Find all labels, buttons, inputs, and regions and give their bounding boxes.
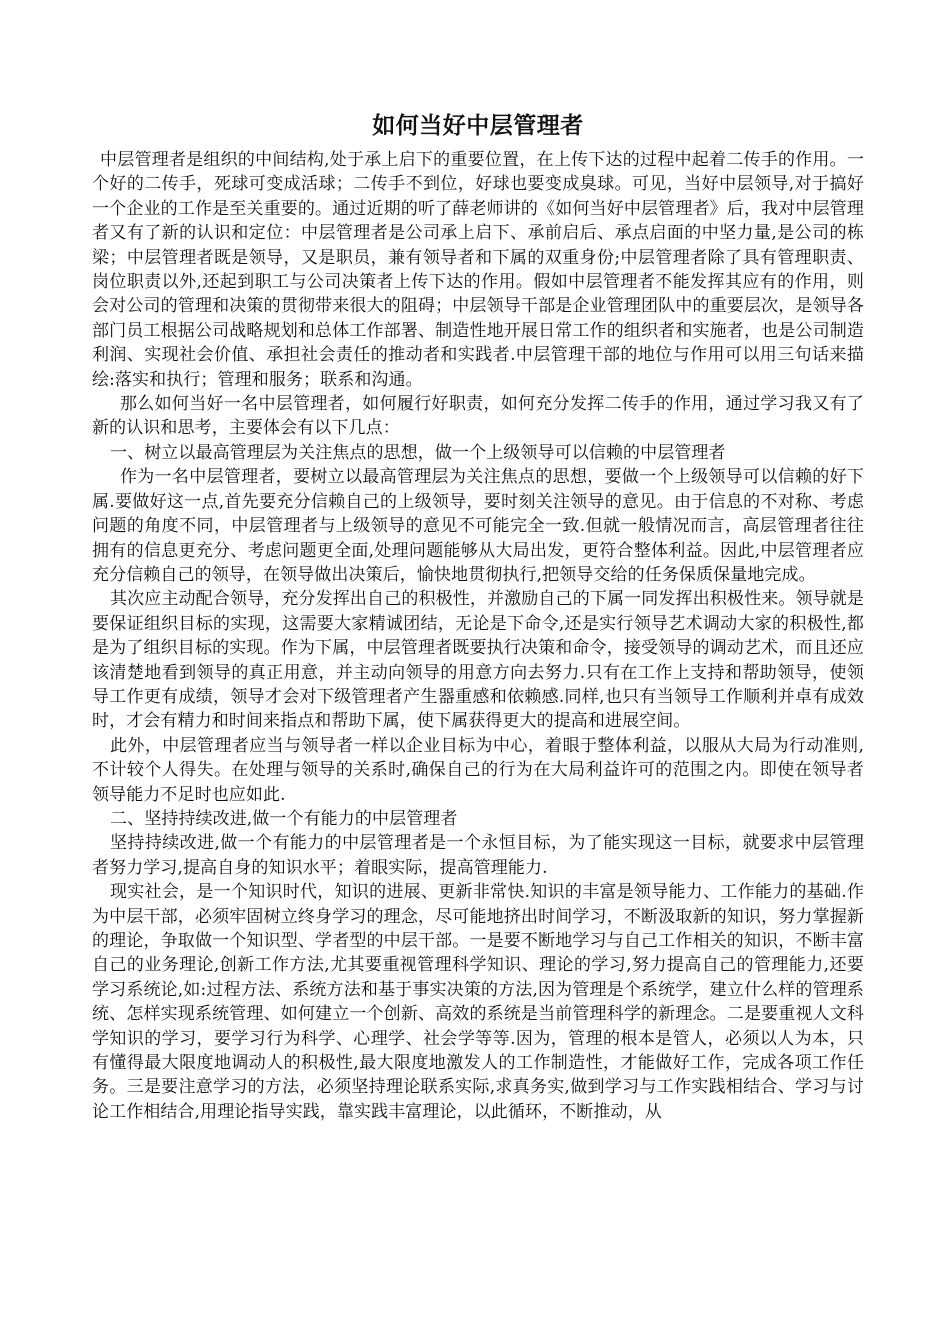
paragraph-trust-leader: 作为一名中层管理者，要树立以最高管理层为关注焦点的思想，要做一个上级领导可以信赖的好下属.要做好这一点,首先要充分信赖自己的上级领导，要时刻关注领导的意见。由于信息的不对称、考虑问题的角度不同，中层管理者与上级领导的意见不可能完全一致.但就一般情况而言，高层管理者往往拥有的信息更充分、考虑问题更全面,处理问题能够从大局出发，更符合整体利益。因此,中层管理者应充分信赖自己的领导，在领导做出决策后，愉快地贯彻执行,把领导交给的任务保质保量地完成。 [92, 467, 864, 585]
document-title: 如何当好中层管理者 [372, 113, 584, 139]
paragraph-knowledge-learning: 现实社会，是一个知识时代，知识的进展、更新非常快.知识的丰富是领导能力、工作能力的基础.作为中层干部，必须牢固树立终身学习的理念，尽可能地挤出时间学习，不断汲取新的知识，努力掌握新的理论，争取做一个知识型、学者型的中层干部。一是要不断地学习与自己工作相关的知识，不断丰富自己的业务理论,创新工作方法,尤其要重视管理科学知识、理论的学习,努力提高自己的管理能力,还要学习系统论,如:过程方法、系统方法和基于事实决策的方法,因为管理是个系统学，建立什么样的管理系统、怎样实现系统管理、如何建立一个创新、高效的系统是当前管理科学的新理念。二是要重视人文科学知识的学习，要学习行为科学、心理学、社会学等等.因为，管理的根本是管人，必须以人为本，只有懂得最大限度地调动人的积极性,最大限度地激发人的工作制造性，才能做好工作，完成各项工作任务。三是要注意学习的方法，必须坚持理论联系实际,求真务实,做到学习与工作实践相结合、学习与讨论工作相结合,用理论指导实践，靠实践丰富理论，以此循环，不断推动，从 [92, 882, 864, 1122]
document-page [92, 108, 864, 1124]
heading-section-1: 一、树立以最高管理层为关注焦点的思想，做一个上级领导可以信赖的中层管理者 [110, 442, 726, 463]
paragraph-intro: 中层管理者是组织的中间结构,处于承上启下的重要位置，在上传下达的过程中起着二传手的作用。一个好的二传手，死球可变成活球；二传手不到位，好球也要变成臭球。可见，当好中层领导,对于搞好一个企业的工作是至关重要的。通过近期的听了薛老师讲的《如何当好中层管理者》后，我对中层管理者又有了新的认识和定位：中层管理者是公司承上启下、承前启后、承点启面的中坚力量,是公司的栋梁；中层管理者既是领导，又是职员，兼有领导者和下属的双重身份;中层管理者除了具有管理职责、岗位职责以外,还起到职工与公司决策者上传下达的作用。假如中层管理者不能发挥其应有的作用，则会对公司的管理和决策的贯彻带来很大的阻碍；中层领导干部是企业管理团队中的重要层次，是领导各部门员工根据公司战略规划和总体工作部署、制造性地开展日常工作的组织者和实施者，也是公司制造利润、实现社会价值、承担社会责任的推动者和实践者.中层管理干部的地位与作用可以用三句话来描绘:落实和执行；管理和服务；联系和沟通。 [92, 150, 864, 390]
paragraph-cooperate-leader: 其次应主动配合领导，充分发挥出自己的积极性，并激励自己的下属一同发挥出积极性来。领导就是要保证组织目标的实现，这需要大家精诚团结，无论是下命令,还是实行领导艺术调动大家的积极性,都是为了组织目标的实现。作为下属，中层管理者既要执行决策和命令，接受领导的调动艺术，而且还应该清楚地看到领导的真正用意，并主动向领导的用意方向去努力.只有在工作上支持和帮助领导，使领导工作更有成绩，领导才会对下级管理者产生器重感和依赖感.同样,也只有当领导工作顺利并卓有成效时，才会有精力和时间来指点和帮助下属，使下属获得更大的提高和进展空间。 [92, 589, 864, 732]
paragraph-how-to: 那么如何当好一名中层管理者，如何履行好职责，如何充分发挥二传手的作用，通过学习我又有了新的认识和思考，主要体会有以下几点： [92, 394, 864, 439]
heading-section-2: 二、坚持持续改进,做一个有能力的中层管理者 [110, 808, 458, 829]
paragraph-continuous-improvement: 坚持持续改进,做一个有能力的中层管理者是一个永恒目标，为了能实现这一目标，就要求中层管理者努力学习,提高自身的知识水平；着眼实际，提高管理能力. [92, 833, 864, 878]
paragraph-overall-interest: 此外，中层管理者应当与领导者一样以企业目标为中心，着眼于整体利益，以服从大局为行动准则,不计较个人得失。在处理与领导的关系时,确保自己的行为在大局利益许可的范围之内。即使在领导者领导能力不足时也应如此. [92, 735, 864, 805]
